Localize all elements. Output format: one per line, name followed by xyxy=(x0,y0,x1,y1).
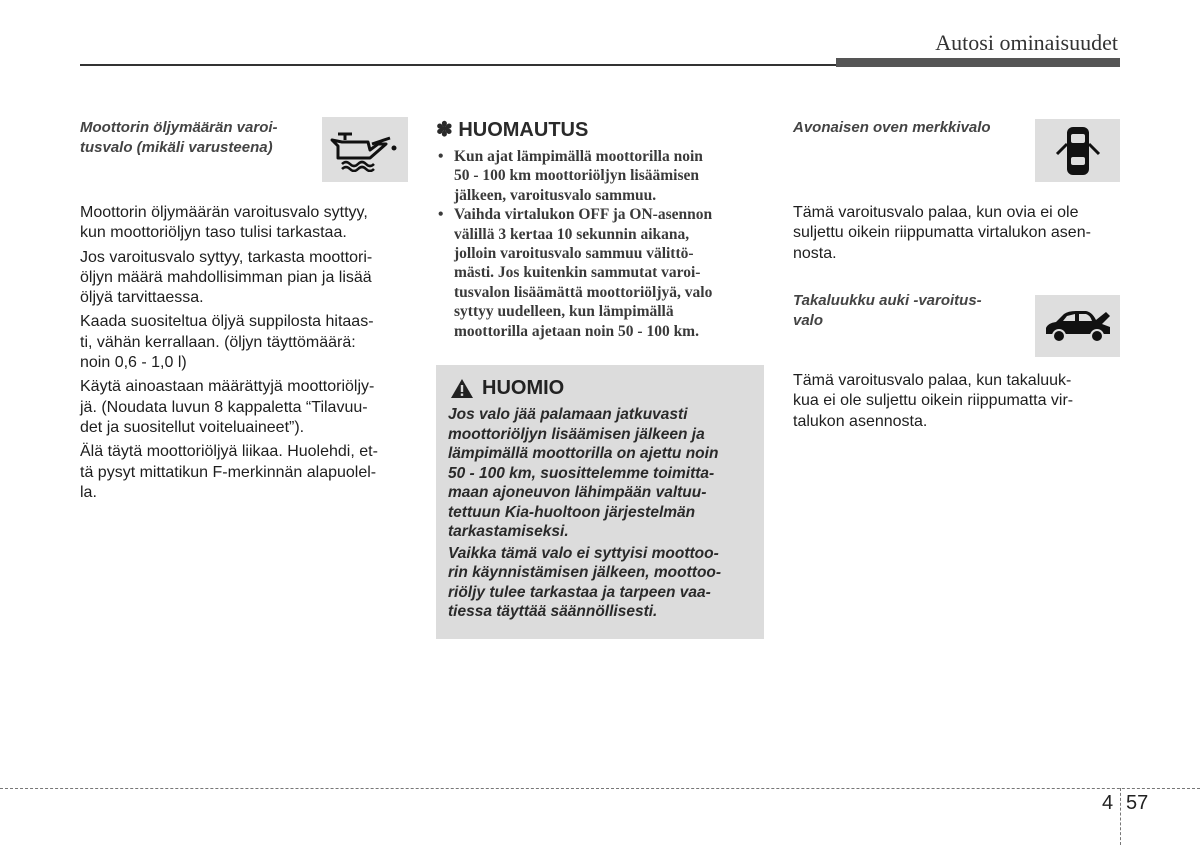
text-line: välillä 3 kertaa 10 sekunnin aikana, xyxy=(454,225,690,243)
text-line: syttyy uudelleen, kun lämpimällä xyxy=(454,303,674,321)
oil-warning-subhead xyxy=(80,118,320,158)
text-line: lämpimällä moottorilla on ajettu noin xyxy=(448,445,719,462)
text-line: Käytä ainoastaan määrättyjä moottoriöljy- xyxy=(80,378,375,396)
trunk-open-car-icon xyxy=(1035,295,1120,357)
text-line: tä pysyt mittatikun F-merkinnän alapuolel- xyxy=(80,463,377,481)
text-line: jolloin varoitusvalo sammuu välittö- xyxy=(454,245,694,263)
text-line: jä. (Noudata luvun 8 kappaletta “Tilavuu- xyxy=(80,398,368,416)
door-warning-subhead: Avonaisen oven merkkivalo xyxy=(793,119,991,136)
footer-page-divider xyxy=(1120,788,1121,845)
paragraph xyxy=(448,405,758,542)
footer-divider xyxy=(0,788,1200,789)
paragraph xyxy=(80,248,410,309)
subhead-line: valo xyxy=(793,312,824,329)
door-open-car-icon xyxy=(1035,119,1120,182)
warning-triangle-icon xyxy=(450,378,474,399)
text-line: Moottorin öljymäärän varoitusvalo syttyy, xyxy=(80,204,368,221)
paragraph xyxy=(793,203,1120,264)
page-header-title: Autosi ominaisuudet xyxy=(935,30,1118,55)
text-line: det ja suositellut voiteluaineet”). xyxy=(80,418,305,436)
text-line: Jos varoitusvalo syttyy, tarkasta moottori- xyxy=(80,248,373,266)
text-line: öljyn määrä mahdollisimman pian ja lisää xyxy=(80,268,372,286)
text-line: Älä täytä moottoriöljyä liikaa. Huolehdi, et- xyxy=(80,443,378,461)
text-line: talukon asennosta. xyxy=(793,412,928,430)
subhead-line: tusvalo (mikäli varusteena) xyxy=(80,139,273,156)
text-line: tettuun Kia-huoltoon järjestelmän xyxy=(448,503,696,521)
text-line: moottorilla ajetaan noin 50 - 100 km. xyxy=(454,322,699,340)
text-line: ti, vähän kerrallaan. (öljyn täyttömäärä: xyxy=(80,333,356,351)
trunk-warning-body xyxy=(793,371,1120,436)
note-list xyxy=(436,147,764,341)
paragraph xyxy=(80,377,410,438)
text-line: 50 - 100 km, suosittelemme toimitta- xyxy=(448,464,715,482)
note-heading xyxy=(436,118,588,142)
text-line: Vaikka tämä valo ei syttyisi moottoo- xyxy=(448,544,719,562)
text-line: tarkastamiseksi. xyxy=(448,523,569,540)
text-line: tiessa täyttää säännöllisesti. xyxy=(448,603,658,620)
text-line: maan ajoneuvon lähimpään valtuu- xyxy=(448,484,707,501)
text-line: Jos valo jää palamaan jatkuvasti xyxy=(448,406,688,423)
chapter-number: 4 xyxy=(1102,792,1114,814)
text-line: moottoriöljyn lisäämisen jälkeen ja xyxy=(448,425,705,443)
subhead-line: Moottorin öljymäärän varoi- xyxy=(80,119,278,136)
text-line: 50 - 100 km moottoriöljyn lisäämisen xyxy=(454,167,699,185)
caution-body xyxy=(448,405,758,624)
text-line: riöljy tulee tarkastaa ja tarpeen vaa- xyxy=(448,583,711,601)
text-line: Tämä varoitusvalo palaa, kun ovia ei ole xyxy=(793,204,1079,221)
text-line: rin käynnistämisen jälkeen, moottoo- xyxy=(448,564,722,581)
oil-warning-body xyxy=(80,203,410,507)
trunk-warning-subhead xyxy=(793,291,1033,331)
subhead-line: Takaluukku auki -varoitus- xyxy=(793,292,982,309)
note-heading-text: HUOMAUTUS xyxy=(458,119,589,141)
paragraph xyxy=(80,203,410,244)
caution-heading xyxy=(450,377,564,400)
asterisk-icon: ✽ xyxy=(436,119,453,141)
text-line: Tämä varoitusvalo palaa, kun takaluuk- xyxy=(793,372,1072,389)
text-line: Kaada suositeltua öljyä suppilosta hitaas- xyxy=(80,313,374,331)
text-line: la. xyxy=(80,483,97,501)
list-item xyxy=(436,147,764,205)
text-line: jälkeen, varoitusvalo sammuu. xyxy=(454,186,657,204)
door-warning-body xyxy=(793,203,1120,268)
text-line: kun moottoriöljyn taso tulisi tarkastaa. xyxy=(80,224,347,242)
text-line: tusvalon lisäämättä moottoriöljyä, valo xyxy=(454,283,713,301)
list-item xyxy=(436,205,764,341)
text-line: Vaihda virtalukon OFF ja ON-asennon xyxy=(454,206,713,224)
paragraph xyxy=(793,371,1120,432)
oil-can-level-icon xyxy=(322,117,408,182)
text-line: noin 0,6 - 1,0 l) xyxy=(80,354,187,372)
text-line: nosta. xyxy=(793,244,837,262)
caution-box xyxy=(436,365,764,639)
paragraph xyxy=(80,312,410,373)
text-line: öljyä tarvittaessa. xyxy=(80,289,204,307)
text-line: suljettu oikein riippumatta virtalukon asen- xyxy=(793,224,1091,242)
header-rule-accent xyxy=(836,58,1120,67)
text-line: Kun ajat lämpimällä moottorilla noin xyxy=(454,148,703,165)
text-line: mästi. Jos kuitenkin sammutat varoi- xyxy=(454,264,701,282)
paragraph xyxy=(448,544,758,622)
text-line: kua ei ole suljettu oikein riippumatta vir- xyxy=(793,392,1074,410)
header-rule xyxy=(80,64,836,66)
caution-heading-text: HUOMIO xyxy=(482,377,565,399)
page-number: 57 xyxy=(1126,792,1149,814)
paragraph xyxy=(80,442,410,503)
